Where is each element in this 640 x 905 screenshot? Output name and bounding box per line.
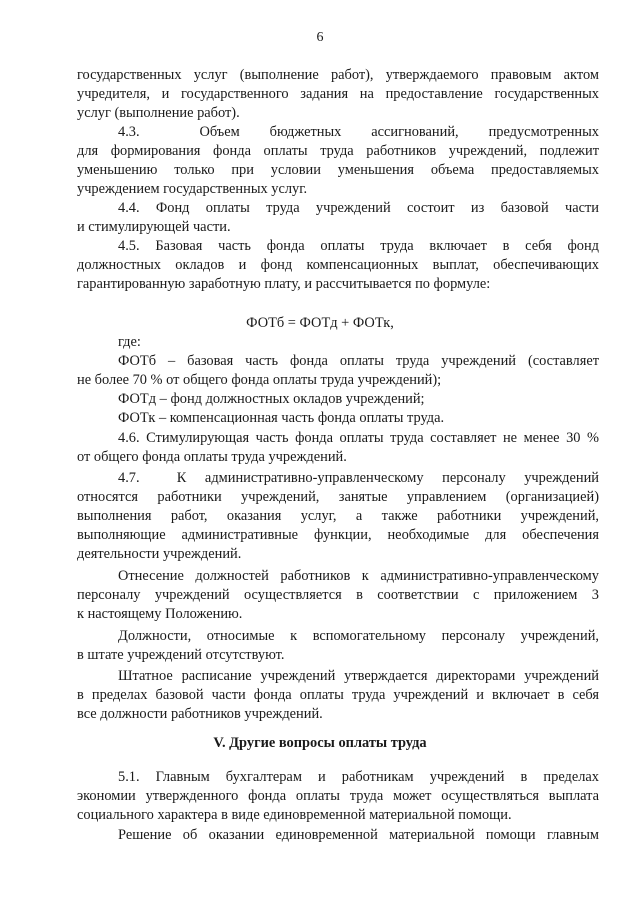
text-line: для формирования фонда оплаты труда работников учреждений, подлежит xyxy=(77,143,599,159)
text-line: Должности, относимые к вспомогательному персоналу учреждений, xyxy=(118,628,599,644)
text-line: 4.7. К административно-управленческому персоналу учреждений xyxy=(118,470,599,486)
text-line: социального характера в виде единовременной материальной помощи. xyxy=(77,807,512,823)
text-line: выполнения работ, оказания услуг, а также работники учреждений, xyxy=(77,508,599,524)
text-line: персоналу учреждений осуществляется в соответствии с приложением 3 xyxy=(77,587,599,603)
text-line: ФОТд – фонд должностных окладов учреждений; xyxy=(118,391,425,407)
text-line: услуг (выполнение работ). xyxy=(77,105,240,121)
text-line: выполняющие административные функции, необходимые для обеспечения xyxy=(77,527,599,543)
text-line: относятся работники учреждений, занятые управлением (организацией) xyxy=(77,489,599,505)
text-line: в пределах базовой части фонда оплаты труда учреждений и включает в себя xyxy=(77,687,599,703)
text-line: от общего фонда оплаты труда учреждений. xyxy=(77,449,347,465)
text-line: не более 70 % от общего фонда оплаты труда учреждений); xyxy=(77,372,442,388)
text-line: 4.3. Объем бюджетных ассигнований, предусмотренных xyxy=(118,124,599,140)
text-line: в штате учреждений отсутствуют. xyxy=(77,647,285,663)
text-line: Решение об оказании единовременной материальной помощи главным xyxy=(118,827,599,843)
text-line: учреждением государственных услуг. xyxy=(77,181,308,197)
text-line: 4.4. Фонд оплаты труда учреждений состоит из базовой части xyxy=(118,200,599,216)
text-line: должностных окладов и фонд компенсационных выплат, обеспечивающих xyxy=(77,257,599,273)
text-line: 5.1. Главным бухгалтерам и работникам учреждений в пределах xyxy=(118,769,599,785)
text-line: ФОТб – базовая часть фонда оплаты труда учреждений (составляет xyxy=(118,353,599,369)
text-line: все должности работников учреждений. xyxy=(77,706,323,722)
text-line: где: xyxy=(118,334,141,350)
text-line: к настоящему Положению. xyxy=(77,606,243,622)
text-line: и стимулирующей части. xyxy=(77,219,231,235)
section-heading: V. Другие вопросы оплаты труда xyxy=(213,735,427,751)
text-line: Штатное расписание учреждений утверждается директорами учреждений xyxy=(118,668,599,684)
text-line: уменьшению только при условии уменьшения объема предоставляемых xyxy=(77,162,599,178)
text-line: 4.5. Базовая часть фонда оплаты труда включает в себя фонд xyxy=(118,238,599,254)
page-number: 6 xyxy=(316,30,324,45)
text-line: государственных услуг (выполнение работ), утверждаемого правовым актом xyxy=(77,67,599,83)
text-line: гарантированную заработную плату, и рассчитывается по формуле: xyxy=(77,276,491,292)
text-line: деятельности учреждений. xyxy=(77,546,242,562)
text-line: Отнесение должностей работников к административно-управленческому xyxy=(118,568,599,584)
formula: ФОТб = ФОТд + ФОТк, xyxy=(246,315,394,331)
text-line: экономии утвержденного фонда оплаты труда может осуществляться выплата xyxy=(77,788,599,804)
text-line: 4.6. Стимулирующая часть фонда оплаты труда составляет не менее 30 % xyxy=(118,430,599,446)
text-line: учредителя, и государственного задания на предоставление государственных xyxy=(77,86,599,102)
text-line: ФОТк – компенсационная часть фонда оплаты труда. xyxy=(118,410,445,426)
